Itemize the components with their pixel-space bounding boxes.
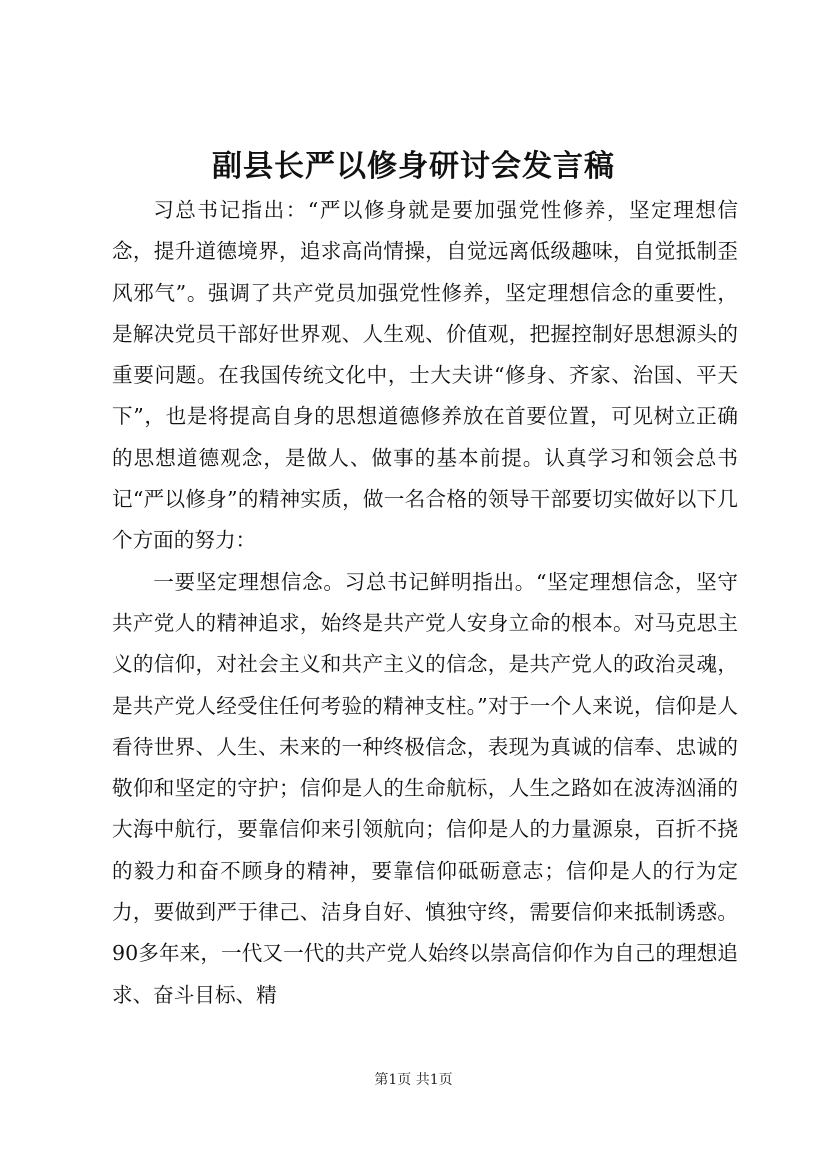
paragraph-ideals: 一要坚定理想信念。习总书记鲜明指出。“坚定理想信念，坚守共产党人的精神追求，始终是共产党人安身立命的根本。对马克思主义的信仰，对社会主义和共产主义的信念，是共产党人的政治灵魂，是共产党人经受住任何考验的精神支柱。”对于一个人来说，信仰是人看待世界、人生、未来的一种终极信念，表现为真诚的信奉、忠诚的敬仰和坚定的守护；信仰是人的生命航标，人生之路如在波涛汹涌的大海中航行，要靠信仰来引领航向；信仰是人的力量源泉，百折不挠的毅力和奋不顾身的精神，要靠信仰砥砺意志；信仰是人的行为定力，要做到严于律己、洁身自好、慎独守终，需要信仰来抵制诱惑。90多年来，一代又一代的共产党人始终以崇高信仰作为自己的理想追求、奋斗目标、精 [112, 569, 738, 1007]
paragraph-intro: 习总书记指出：“严以修身就是要加强党性修养，坚定理想信念，提升道德境界，追求高尚情操，自觉远离低级趣味，自觉抵制歪风邪气”。强调了共产党员加强党性修养，坚定理想信念的重要性，是解决党员干部好世界观、人生观、价值观，把握控制好思想源头的重要问题。在我国传统文化中，士大夫讲“修身、齐家、治国、平天下”，也是将提高自身的思想道德修养放在首要位置，可见树立正确的思想道德观念，是做人、做事的基本前提。认真学习和领会总书记“严以修身”的精神实质，做一名合格的领导干部要切实做好以下几个方面的努力： [112, 198, 738, 553]
document-body [112, 190, 738, 1016]
document-title: 副县长严以修身研讨会发言稿 [212, 149, 615, 184]
page-footer: 第1页 共1页 [374, 1072, 453, 1088]
